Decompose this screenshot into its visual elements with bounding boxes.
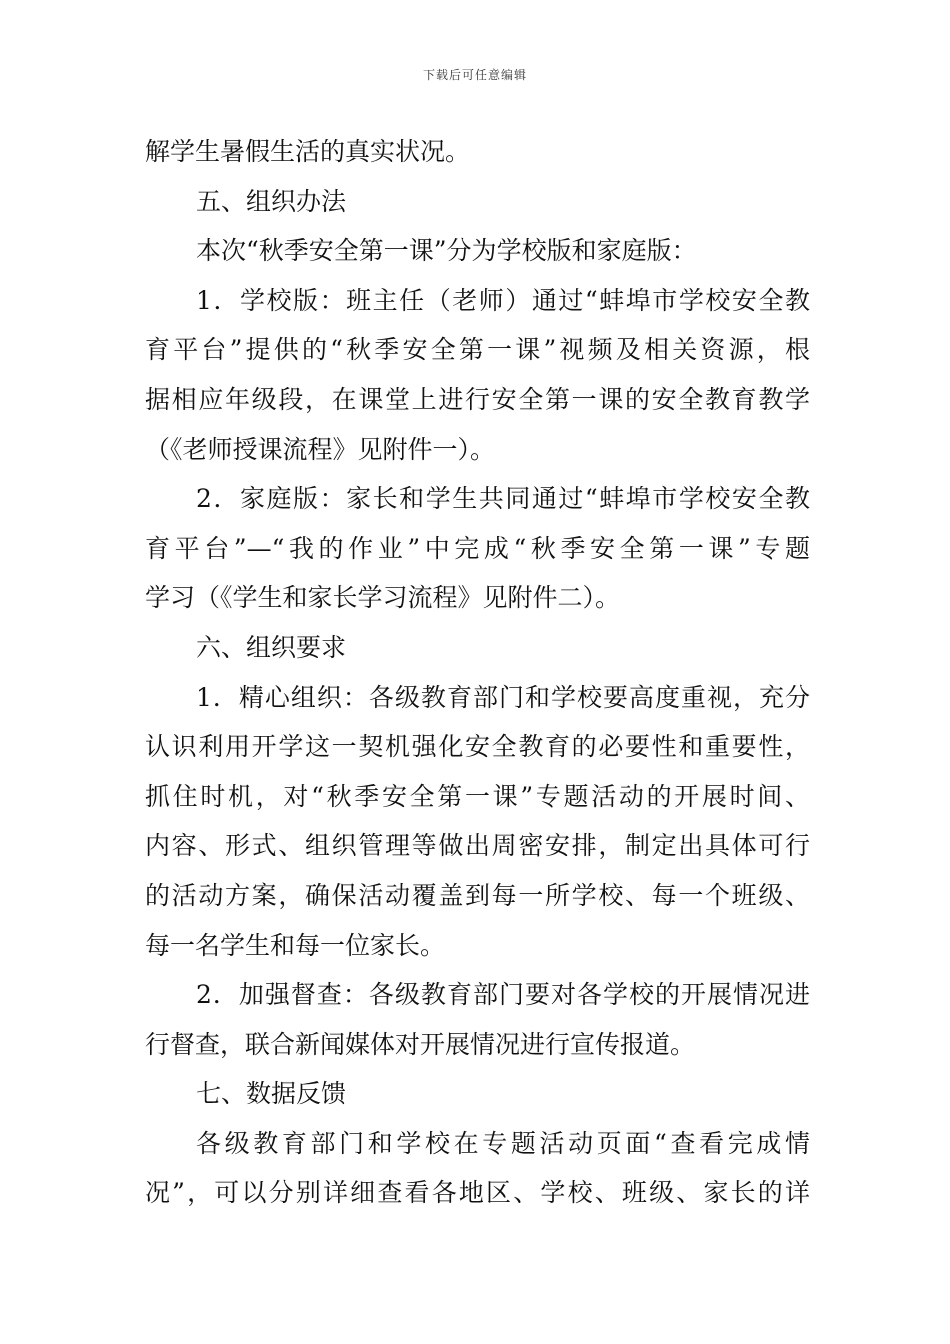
text-line: 育平台”提供的“秋季安全第一课”视频及相关资源，根: [145, 335, 810, 365]
text-line: 本次“秋季安全第一课”分为学校版和家庭版：: [196, 236, 697, 266]
text-line: 1．学校版：班主任（老师）通过“蚌埠市学校安全教: [196, 285, 810, 315]
text-line: 据相应年级段，在课堂上进行安全第一课的安全教育教学: [145, 384, 810, 414]
text-line: 内容、形式、组织管理等做出周密安排，制定出具体可行: [145, 831, 810, 861]
text-line: 各级教育部门和学校在专题活动页面“查看完成情: [196, 1128, 810, 1158]
text-line: 学习（《学生和家长学习流程》见附件二）。: [145, 583, 621, 613]
text-line: 行督查，联合新闻媒体对开展情况进行宣传报道。: [145, 1029, 696, 1059]
text-line: 的活动方案，确保活动覆盖到每一所学校、每一个班级、: [145, 880, 810, 910]
text-line: 2．加强督查：各级教育部门要对各学校的开展情况进: [196, 980, 810, 1010]
text-line: 育平台”—“我的作业”中完成“秋季安全第一课”专题: [145, 533, 810, 563]
text-line: 况”，可以分别详细查看各地区、学校、班级、家长的详: [145, 1178, 810, 1208]
text-line: 2．家庭版：家长和学生共同通过“蚌埠市学校安全教: [196, 484, 810, 514]
section-heading-6: 六、组织要求: [196, 632, 347, 662]
text-line: 解学生暑假生活的真实状况。: [145, 137, 471, 166]
page-header: 下载后可任意编辑: [422, 68, 527, 82]
document-body: [145, 127, 810, 1218]
text-line: 抓住时机，对“秋季安全第一课”专题活动的开展时间、: [145, 781, 810, 811]
text-line: （《老师授课流程》见附件一）。: [145, 434, 496, 464]
text-line: 认识利用开学这一契机强化安全教育的必要性和重要性，: [145, 732, 810, 762]
section-heading-7: 七、数据反馈: [196, 1079, 347, 1109]
text-line: 1．精心组织：各级教育部门和学校要高度重视，充分: [196, 682, 810, 712]
section-heading-5: 五、组织办法: [196, 186, 347, 216]
text-line: 每一名学生和每一位家长。: [145, 930, 446, 960]
